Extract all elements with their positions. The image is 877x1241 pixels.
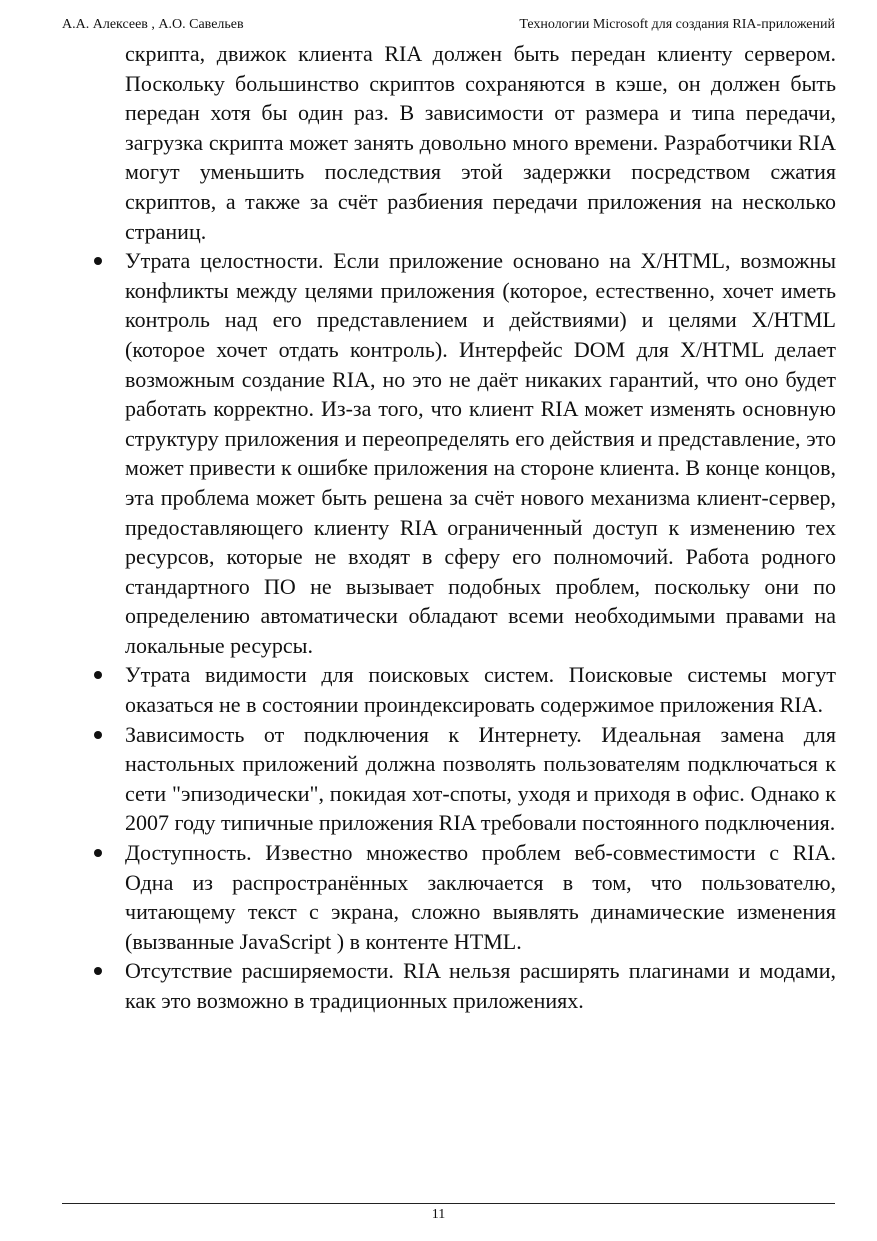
list-item	[125, 246, 836, 660]
bullet-icon	[94, 257, 102, 265]
list-item-text: Утрата видимости для поисковых систем. Поисковые системы могут оказаться не в состоянии проиндексировать содержимое приложения RIA.	[125, 662, 836, 718]
bullet-icon	[94, 731, 102, 739]
bullet-icon	[94, 849, 102, 857]
body-text	[125, 39, 836, 1016]
page-header	[62, 14, 835, 36]
list-item	[125, 838, 836, 956]
list-item	[125, 956, 836, 1015]
bullet-icon	[94, 671, 102, 679]
bullet-list	[125, 246, 836, 1015]
continuation-paragraph: скрипта, движок клиента RIA должен быть передан клиенту сервером. Поскольку большинство скриптов сохраняются в кэше, он должен быть передан хотя бы один раз. В зависимости от размера и типа передачи, загрузка скрипта может занять довольно много времени. Разработчики RIA могут уменьшить последствия этой задержки посредством сжатия скриптов, а также за счёт разбиения передачи приложения на несколько страниц.	[125, 41, 836, 244]
list-item-text: Зависимость от подключения к Интернету. Идеальная замена для настольных приложений должна позволять пользователям подключаться к сети "эпизодически", покидая хот-споты, уходя и приходя в офис. Однако к 2007 году типичные приложения RIA требовали постоянного подключения.	[125, 721, 836, 836]
list-item-text: Доступность. Известно множество проблем веб-совместимости с RIA. Одна из распространённых заключается в том, что пользователю, читающему текст с экрана, сложно выявлять динамические изменения (вызванные JavaScript ) в контенте HTML.	[125, 840, 836, 954]
header-book-title: Технологии Microsoft для создания RIA-приложений	[519, 17, 835, 32]
list-item	[125, 720, 836, 838]
list-item-text: Отсутствие расширяемости. RIA нельзя расширять плагинами и модами, как это возможно в традиционных приложениях.	[125, 958, 836, 1013]
header-authors: А.А. Алексеев , А.О. Савельев	[62, 17, 244, 32]
bullet-icon	[94, 967, 102, 975]
list-item-text: Утрата целостности. Если приложение основано на X/HTML, возможны конфликты между целями приложения (которое, естественно, хочет иметь контроль над его представлением и действиями) и целями X/HTML (которое хочет отдать контроль). Интерфейс DOM для X/HTML делает возможным создание RIA, но это не даёт никаких гарантий, что оно будет работать корректно. Из-за того, что клиент RIA может изменять основную структуру приложения и переопределять его действия и представление, это может привести к ошибке приложения на стороне клиента. В конце концов, эта проблема может быть решена за счёт нового механизма клиент-сервер, предоставляющего клиенту RIA ограниченный доступ к изменению тех ресурсов, которые не входят в сферу его полномочий. Работа родного стандартного ПО не вызывает подобных проблем, поскольку они по определению автоматически обладают всеми необходимыми правами на локальные ресурсы.	[125, 248, 836, 658]
page-number: 11	[431, 1207, 446, 1222]
list-item	[125, 660, 836, 719]
footer-divider	[62, 1203, 835, 1204]
